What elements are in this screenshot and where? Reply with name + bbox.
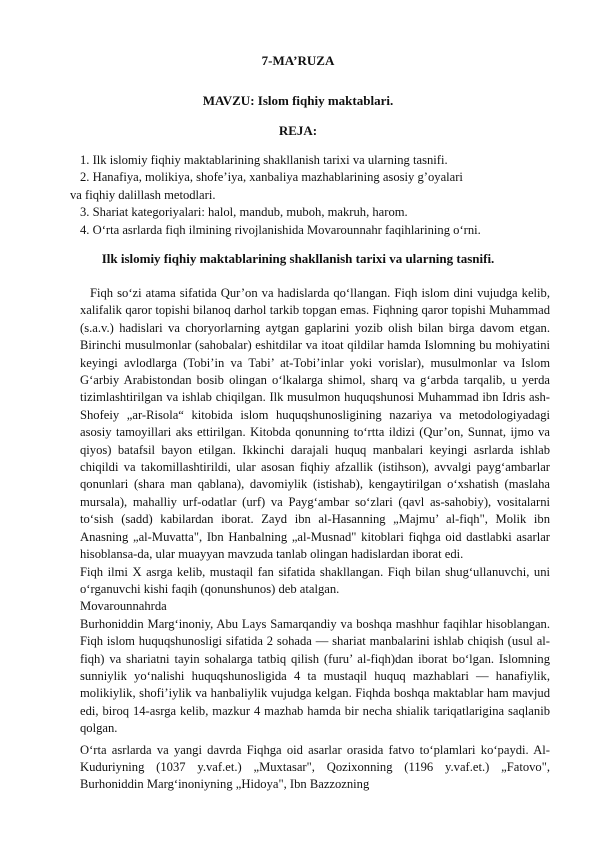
body-text — [80, 285, 550, 794]
lecture-title: 7-MA’RUZA — [261, 53, 335, 68]
topic-heading: MAVZU: Islom fiqhiy maktablari. — [202, 93, 394, 108]
paragraph-5: O‘rta asrlarda va yangi davrda Fiqhga oid asarlar orasida fatvo to‘plamlari ko‘paydi. Al-Kuduriyning (1037 y.vaf.et.) „Muxtasar", Qozixonning (1196 y.vaf.et.) „Fatovo", Burhoniddin Marg‘inoniyning „Hidoya", Ibn Bazzozning — [80, 742, 550, 792]
plan-item-2-continuation: va fiqhiy dalillash metodlari. — [70, 187, 216, 202]
paragraph-3: Movarounnahrda — [80, 599, 167, 614]
plan-item-2: 2. Hanafiya, molikiya, shofe’iya, xanbaliya mazhablarining asosiy g’oyalari — [80, 170, 463, 185]
section-heading: Ilk islomiy fiqhiy maktablarining shakllanish tarixi va ularning tasnifi. — [101, 251, 495, 266]
plan-heading: REJA: — [278, 123, 318, 138]
plan-list — [70, 152, 550, 239]
plan-item-1: 1. Ilk islomiy fiqhiy maktablarining shakllanish tarixi va ularning tasnifi. — [80, 153, 448, 167]
plan-item-4: 4. O‘rta asrlarda fiqh ilmining rivojlanishida Movarounnahr faqihlarining o‘rni. — [80, 222, 481, 237]
plan-item-3: 3. Shariat kategoriyalari: halol, mandub, muboh, makruh, harom. — [80, 205, 408, 220]
paragraph-4: Burhoniddin Marg‘inoniy, Abu Lays Samarqandiy va boshqa mashhur faqihlar hisoblangan. Fiqh islom huquqshunosligi sifatida 2 sohada — shariat manbalarini ishlab chiqish (usul al-fiqh) va shariatni tayin sohalarga tatbiq qilish (furu’ al-fiqh)dan iborat bo‘lgan. Islomning sunniylik yo‘nalishi huquqshunosligida 4 ta mustaqil huquq mazhablari — hanafiylik, molikiylik, shofi’iylik va hanbaliylik vujudga kelgan. Fiqhda boshqa maktablar ham mavjud edi, biroq 14-asrga kelib, mazkur 4 mazhab hamda bir necha shialik tariqatlarigina saqlanib qolgan. — [80, 616, 550, 736]
paragraph-1: Fiqh so‘zi atama sifatida Qur’on va hadislarda qo‘llangan. Fiqh islom dini vujudga kelib, xalifalik qaror topishi bilanoq darhol tarkib topgan emas. Fiqhning qaror topishi Muhammad (s.a.v.) hadislari va choryorlarning aytgan gaplarini yozib olish bilan birga davom etgan. Birinchi musulmonlar (sahobalar) eshitdilar va itoat qildilar hamda Islomning bu mohiyatini keyingi avlodlarga (Tobi’in va Tabi’ at-Tobi’inlar yoki vorislar), musulmonlar va Islom G‘arbiy Arabistondan bosib olingan o‘lkalarga shimol, sharq va g‘arbda tarqalib, u yerda tizimlashtirilgan va ishlab chiqilgan. Ilk musulmon huquqshunosi Muhammad ibn Idris ash-Shofeiy „ar-Risola“ kitobida islom huquqshunosligining nazariya va metodologiyadagi asosiy tamoyillari aks ettirilgan. Kitobda qonunning to‘rtta ildizi (Qur’on, Sunnat, ijmo va qiyos) batafsil bayon etilgan. Ikkinchi darajali huquq manbalari keyingi asrlarda ishlab chiqildi va takomillashtirildi, ular asosan fiqhiy afzallik (istihson), avvalgi payg‘ambarlar qonunlari (shara man qablana), davomiylik (istishab), kengaytirilgan o‘xshatish (maslaha mursala), mahalliy urf-odatlar (urf) va Payg‘ambar so‘zlari (qavl as-sahobiy), vositalarni to‘sish (sadd) kabilardan iborat. Zayd ibn al-Hasanning „Majmu’ al-fiqh", Molik ibn Anasning „al-Muvatta", Ibn Hanbalning „al-Musnad" kitoblari fiqhga oid dastlabki asarlar hisoblansa-da, ular muayyan mavzuda tanlab olingan hadislardan iborat edi. — [80, 286, 550, 562]
paragraph-2: Fiqh ilmi X asrga kelib, mustaqil fan sifatida shakllangan. Fiqh bilan shug‘ullanuvchi, uni o‘rganuvchi kishi faqih (qonunshunos) deb atalgan. — [80, 564, 550, 596]
